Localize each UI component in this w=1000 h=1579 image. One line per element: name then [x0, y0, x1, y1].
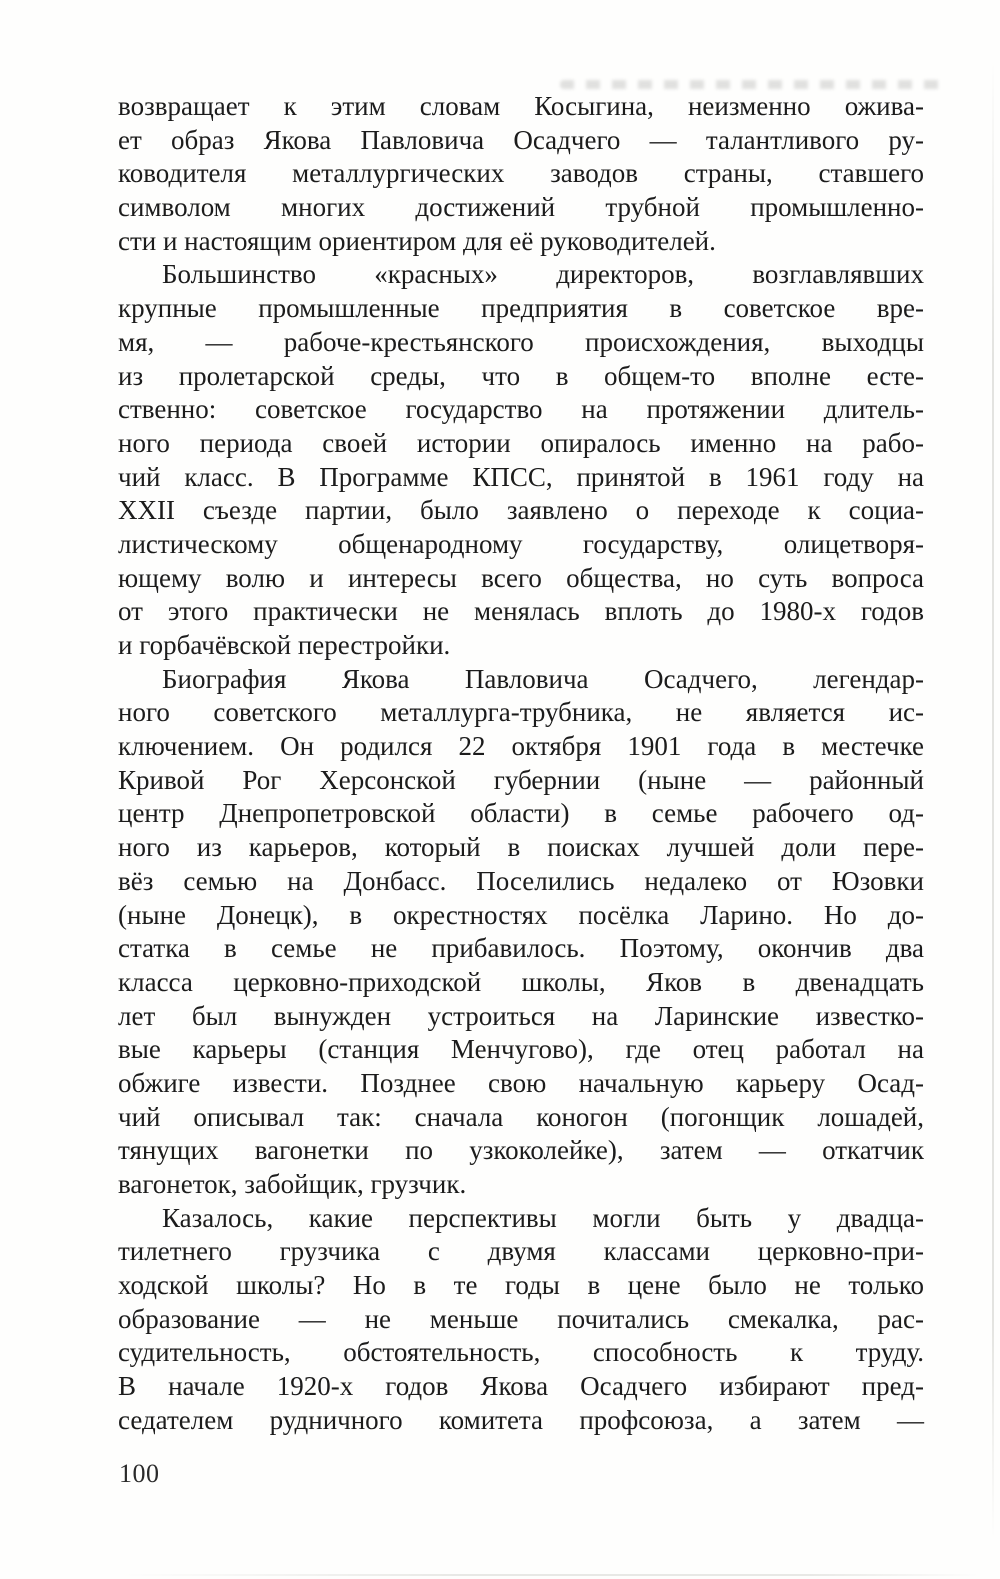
text-line: тянущих вагонетки по узкоколейке), затем — откатчик: [118, 1135, 924, 1166]
text-line: от этого практически не менялась вплоть до 1980-х годов: [118, 596, 924, 627]
text-line: ходской школы? Но в те годы в цене было не только: [118, 1270, 924, 1301]
text-line: сти и настоящим ориентиром для её руководителей.: [118, 225, 716, 256]
text-line: класса церковно-приходской школы, Яков в двенадцать: [118, 966, 924, 997]
text-line: Кривой Рог Херсонской губернии (ныне — районный: [118, 764, 924, 795]
text-line: седателем рудничного комитета профсоюза, а затем —: [118, 1404, 924, 1435]
text-line: ющему волю и интересы всего общества, но суть вопроса: [118, 562, 924, 593]
text-line: центр Днепропетровской области) в семье рабочего од-: [118, 798, 924, 829]
text-block: [118, 90, 924, 1438]
text-line: из пролетарской среды, что в общем-то вполне есте-: [118, 360, 924, 391]
text-line: ководителя металлургических заводов страны, ставшего: [118, 158, 924, 189]
text-line: обжиге извести. Позднее свою начальную карьеру Осад-: [118, 1067, 924, 1098]
scan-edge-shadow-right: [992, 60, 994, 1540]
text-line: чий класс. В Программе КПСС, принятой в 1961 году на: [118, 461, 924, 492]
text-line: статка в семье не прибавилось. Поэтому, окончив два: [118, 933, 924, 964]
text-line: листическому общенародному государству, олицетворя-: [118, 528, 924, 559]
bleed-through-artifact: [560, 80, 950, 89]
text-line: ключением. Он родился 22 октября 1901 года в местечке: [118, 731, 924, 762]
text-line: возвращает к этим словам Косыгина, неизменно ожива-: [118, 91, 924, 121]
text-line: Большинство «красных» директоров, возглавлявших: [162, 259, 924, 290]
page-number: 100: [119, 1459, 160, 1488]
text-line: ственно: советское государство на протяжении длитель-: [118, 394, 924, 425]
text-line: В начале 1920-х годов Якова Осадчего избирают пред-: [118, 1371, 924, 1402]
text-line: судительность, обстоятельность, способность к труду.: [118, 1337, 924, 1368]
text-line: Казалось, какие перспективы могли быть у двадца-: [162, 1202, 924, 1233]
text-line: тилетнего грузчика с двумя классами церковно-при-: [118, 1236, 924, 1267]
text-line: вые карьеры (станция Менчугово), где отец работал на: [118, 1034, 924, 1065]
scan-edge-shadow-bottom: [120, 1574, 980, 1576]
text-line: лет был вынужден устроиться на Ларинские известко-: [118, 1000, 924, 1031]
text-line: (ныне Донецк), в окрестностях посёлка Ларино. Но до-: [118, 899, 924, 930]
text-line: вагонеток, забойщик, грузчик.: [118, 1169, 467, 1199]
text-line: XXII съезде партии, было заявлено о переходе к социа-: [118, 495, 924, 526]
text-line: ного периода своей истории опиралось именно на рабо-: [118, 427, 924, 458]
text-line: вёз семью на Донбасс. Поселились недалеко от Юзовки: [118, 865, 924, 896]
text-line: крупные промышленные предприятия в советское вре-: [118, 293, 924, 324]
text-line: образование — не меньше почитались смекалка, рас-: [118, 1303, 924, 1334]
text-line: символом многих достижений трубной промышленно-: [118, 192, 924, 223]
text-line: мя, — рабоче-крестьянского происхождения, выходцы: [118, 326, 924, 357]
text-line: ного советского металлурга-трубника, не является ис-: [118, 697, 924, 728]
text-line: и горбачёвской перестройки.: [118, 630, 451, 660]
text-line: ного из карьеров, который в поисках лучшей доли пере-: [118, 832, 924, 863]
text-line: ет образ Якова Павловича Осадчего — талантливого ру-: [118, 124, 924, 155]
text-line: чий описывал так: сначала коногон (погонщик лошадей,: [118, 1101, 924, 1132]
text-line: Биография Якова Павловича Осадчего, легендар-: [162, 663, 924, 694]
